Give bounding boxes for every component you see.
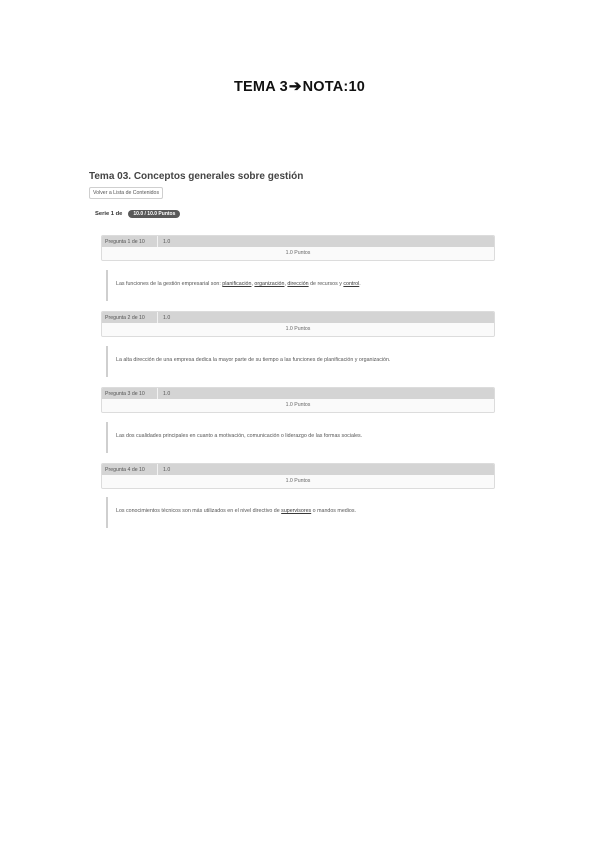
question-number: Pregunta 2 de 10 — [105, 314, 145, 321]
question-text — [116, 508, 488, 514]
answer-blank: planificación — [222, 281, 252, 287]
answer-blank: organización — [254, 281, 285, 287]
question-text-part: Las dos cualidades principales en cuanto a motivación, comunicación o liderazgo de las formas sociales. — [116, 433, 363, 439]
heading-topic: TEMA 3 — [234, 79, 288, 95]
question-body — [106, 422, 488, 453]
question-number: Pregunta 4 de 10 — [105, 466, 145, 473]
question-text-part: La alta dirección de una empresa dedica la mayor parte de su tiempo a las funciones de planificación y organización. — [116, 357, 391, 363]
question-header — [101, 311, 495, 337]
question-number: Pregunta 1 de 10 — [105, 238, 145, 245]
question-text-part: . — [359, 281, 361, 287]
answer-blank: control — [343, 281, 360, 287]
question-header — [101, 463, 495, 489]
answer-blank: dirección — [287, 281, 309, 287]
question-points: 1.0 Puntos — [102, 475, 494, 488]
back-to-contents-button[interactable]: Volver a Lista de Contenidos — [89, 187, 163, 199]
question-text — [116, 357, 488, 363]
question-body — [106, 270, 488, 301]
question-score: 1.0 — [163, 466, 171, 473]
question-body — [106, 346, 488, 377]
heading-grade: NOTA:10 — [302, 79, 365, 95]
attempt-summary — [95, 210, 180, 218]
question-points: 1.0 Puntos — [102, 399, 494, 412]
question-points: 1.0 Puntos — [102, 247, 494, 260]
topic-title: Tema 03. Conceptos generales sobre gestión — [89, 171, 304, 182]
question-text-part: de recursos y — [308, 281, 344, 287]
question-text-part: , — [251, 281, 255, 287]
page-heading — [0, 77, 599, 95]
question-points: 1.0 Puntos — [102, 323, 494, 336]
attempt-label: Serie 1 de — [95, 211, 123, 217]
question-score: 1.0 — [163, 314, 171, 321]
answer-blank: supervisores — [281, 508, 312, 514]
question-text-part: o mandos medios. — [311, 508, 356, 514]
question-text — [116, 281, 488, 287]
question-header — [101, 387, 495, 413]
question-number: Pregunta 3 de 10 — [105, 390, 145, 397]
question-text-part: , — [284, 281, 288, 287]
question-body — [106, 497, 488, 528]
question-header — [101, 235, 495, 261]
question-score: 1.0 — [163, 238, 171, 245]
score-badge: 10.0 / 10.0 Puntos — [128, 210, 180, 218]
question-text — [116, 433, 488, 439]
question-text-part: Las funciones de la gestión empresarial son: — [116, 281, 223, 287]
question-text-part: Los conocimientos técnicos son más utilizados en el nivel directivo de — [116, 508, 282, 514]
question-score: 1.0 — [163, 390, 171, 397]
arrow-right-icon: ➔ — [288, 78, 302, 95]
